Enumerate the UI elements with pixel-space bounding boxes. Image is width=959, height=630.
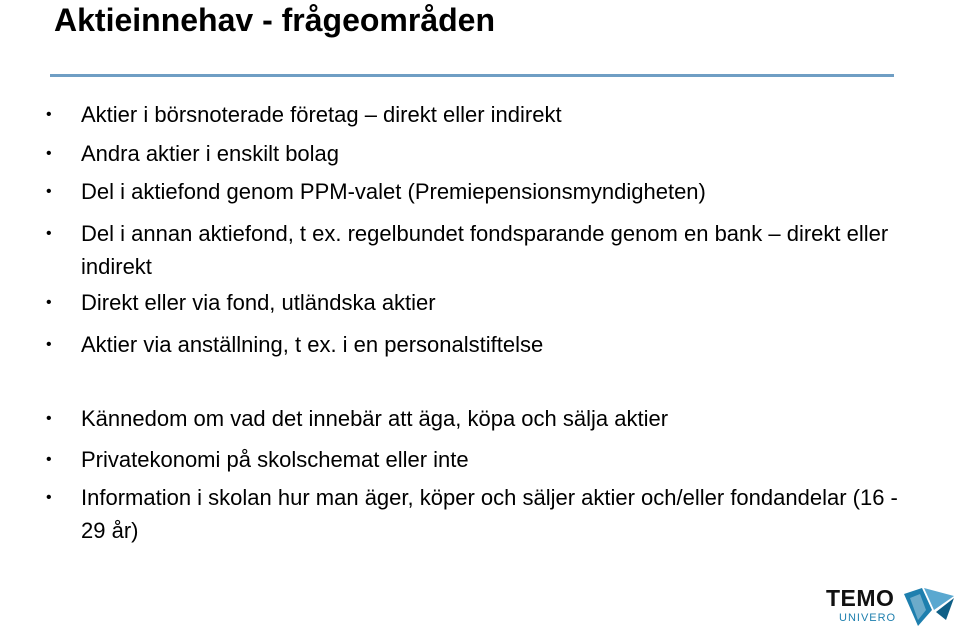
bullet-icon: • — [46, 489, 52, 506]
list-item-text: Information i skolan hur man äger, köper och säljer aktier och/eller fondandelar (16 - 29 år) — [81, 485, 898, 543]
bullet-icon: • — [46, 410, 52, 427]
list-item — [46, 481, 901, 547]
bullet-icon: • — [46, 145, 52, 162]
list-item-text: Del i annan aktiefond, t ex. regelbundet fondsparande genom en bank – direkt eller indirekt — [81, 221, 889, 279]
list-item-text: Del i aktiefond genom PPM-valet (Premiepensionsmyndigheten) — [81, 179, 706, 204]
list-item — [46, 98, 901, 131]
list-item-text: Kännedom om vad det innebär att äga, köpa och sälja aktier — [81, 406, 669, 431]
list-item-text: Andra aktier i enskilt bolag — [81, 141, 340, 166]
list-item-text: Aktier i börsnoterade företag – direkt eller indirekt — [81, 102, 562, 127]
list-item-text: Aktier via anställning, t ex. i en personalstiftelse — [81, 332, 544, 357]
bullet-icon: • — [46, 451, 52, 468]
logo-name: TEMO — [826, 585, 895, 611]
slide-title: Aktieinnehav - frågeområden — [54, 2, 495, 38]
list-item-text: Privatekonomi på skolschemat eller inte — [81, 447, 469, 472]
list-item — [46, 443, 901, 476]
list-item-text: Direkt eller via fond, utländska aktier — [81, 290, 436, 315]
bullet-icon: • — [46, 225, 52, 242]
title-underline — [50, 74, 894, 77]
logo-mark-icon — [902, 586, 956, 628]
list-item — [46, 402, 901, 435]
bullet-icon: • — [46, 294, 52, 311]
list-item — [46, 328, 901, 361]
list-item — [46, 217, 901, 283]
logo-subtitle: UNIVERO — [839, 612, 897, 624]
bullet-icon: • — [46, 106, 52, 123]
list-item — [46, 175, 901, 208]
list-item — [46, 286, 901, 319]
bullet-icon: • — [46, 336, 52, 353]
list-item — [46, 137, 901, 170]
bullet-icon: • — [46, 183, 52, 200]
temo-logo — [826, 584, 959, 630]
